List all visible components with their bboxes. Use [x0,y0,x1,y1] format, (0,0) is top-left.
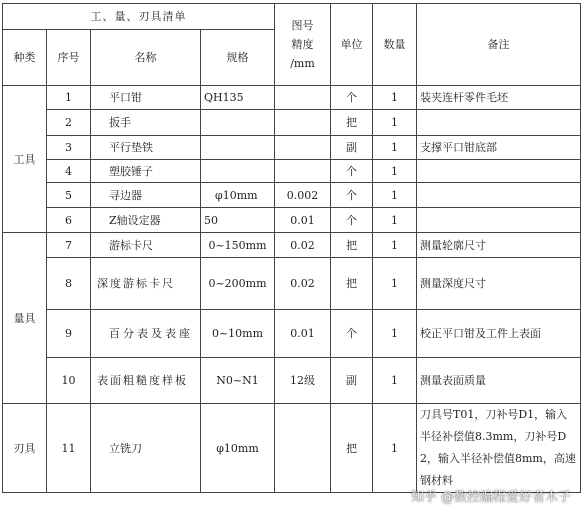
row-accuracy [275,110,331,136]
row-qty: 1 [373,258,417,310]
col-accuracy-text: 图号 精度 /mm [290,19,315,70]
watermark: 知乎 @数控编程爱好者木子 [410,490,571,505]
row-spec [201,136,275,160]
table-row [3,136,581,160]
row-spec [201,160,275,183]
row-spec: φ10mm [201,404,275,493]
group-tools: 工具 [3,86,47,233]
row-unit: 把 [331,110,373,136]
row-qty: 1 [373,208,417,233]
row-qty: 1 [373,86,417,110]
row-remark: 装夹连杆零件毛坯 [417,86,581,110]
row-unit: 个 [331,208,373,233]
row-no: 6 [47,208,91,233]
row-name: 立铣刀 [91,404,201,493]
row-accuracy: 0.002 [275,183,331,208]
row-accuracy [275,404,331,493]
row-accuracy: 0.02 [275,233,331,258]
row-unit: 个 [331,86,373,110]
row-spec: 0~200mm [201,258,275,310]
row-remark: 测量深度尺寸 [417,258,581,310]
row-accuracy [275,86,331,110]
row-qty: 1 [373,233,417,258]
table-row [3,160,581,183]
row-accuracy [275,136,331,160]
row-unit: 个 [331,160,373,183]
row-accuracy: 0.01 [275,310,331,358]
table-row [3,358,581,404]
row-qty: 1 [373,358,417,404]
row-no: 3 [47,136,91,160]
row-spec: N0~N1 [201,358,275,404]
row-qty: 1 [373,310,417,358]
col-qty-header: 数量 [373,4,417,86]
row-name: 百分表及表座 [91,310,201,358]
row-no: 8 [47,258,91,310]
row-name: 平行垫铁 [91,136,201,160]
row-name: 平口钳 [91,86,201,110]
row-unit: 个 [331,310,373,358]
row-remark [417,110,581,136]
row-accuracy: 0.01 [275,208,331,233]
row-name: Z轴设定器 [91,208,201,233]
row-qty: 1 [373,404,417,493]
row-name: 扳手 [91,110,201,136]
row-no: 4 [47,160,91,183]
group-measuring: 量具 [3,233,47,404]
row-no: 5 [47,183,91,208]
col-accuracy-header [275,4,331,86]
row-name: 表面粗糙度样板 [91,358,201,404]
row-spec: φ10mm [201,183,275,208]
row-unit: 副 [331,136,373,160]
row-spec: 50 [201,208,275,233]
row-remark: 校正平口钳及工件上表面 [417,310,581,358]
table-row [3,183,581,208]
table-row [3,208,581,233]
row-name: 塑胶锤子 [91,160,201,183]
tools-list-table [2,3,581,493]
row-spec [201,110,275,136]
row-no: 9 [47,310,91,358]
row-no: 10 [47,358,91,404]
table-row [3,404,581,493]
row-qty: 1 [373,160,417,183]
row-remark: 测量轮廓尺寸 [417,233,581,258]
col-spec-header: 规格 [201,30,275,86]
row-unit: 副 [331,358,373,404]
row-qty: 1 [373,136,417,160]
row-no: 11 [47,404,91,493]
row-accuracy [275,160,331,183]
row-name: 游标卡尺 [91,233,201,258]
row-accuracy: 0.02 [275,258,331,310]
row-no: 1 [47,86,91,110]
row-name: 寻边器 [91,183,201,208]
table-row [3,258,581,310]
row-unit: 个 [331,183,373,208]
col-unit-header: 单位 [331,4,373,86]
row-no: 2 [47,110,91,136]
row-remark [417,183,581,208]
row-spec: QH135 [201,86,275,110]
row-qty: 1 [373,110,417,136]
table-row [3,110,581,136]
col-no-header: 序号 [47,30,91,86]
row-remark: 支撑平口钳底部 [417,136,581,160]
row-spec: 0~10mm [201,310,275,358]
col-remark-header: 备注 [417,4,581,86]
row-remark: 测量表面质量 [417,358,581,404]
row-remark [417,160,581,183]
col-name-header: 名称 [91,30,201,86]
group-cutting: 刃具 [3,404,47,493]
row-name: 深度游标卡尺 [91,258,201,310]
row-remark: 刀具号T01，刀补号D1，输入半径补偿值8.3mm，刀补号D2，输入半径补偿值8mm，高速钢材料 [417,404,581,493]
row-accuracy: 12级 [275,358,331,404]
col-category-header: 种类 [3,30,47,86]
row-qty: 1 [373,183,417,208]
row-spec: 0~150mm [201,233,275,258]
row-unit: 把 [331,233,373,258]
row-unit: 把 [331,258,373,310]
table-row [3,310,581,358]
table-row [3,233,581,258]
row-no: 7 [47,233,91,258]
row-remark [417,208,581,233]
table-row [3,86,581,110]
row-unit: 把 [331,404,373,493]
table-title: 工、量、刃具清单 [3,4,275,30]
